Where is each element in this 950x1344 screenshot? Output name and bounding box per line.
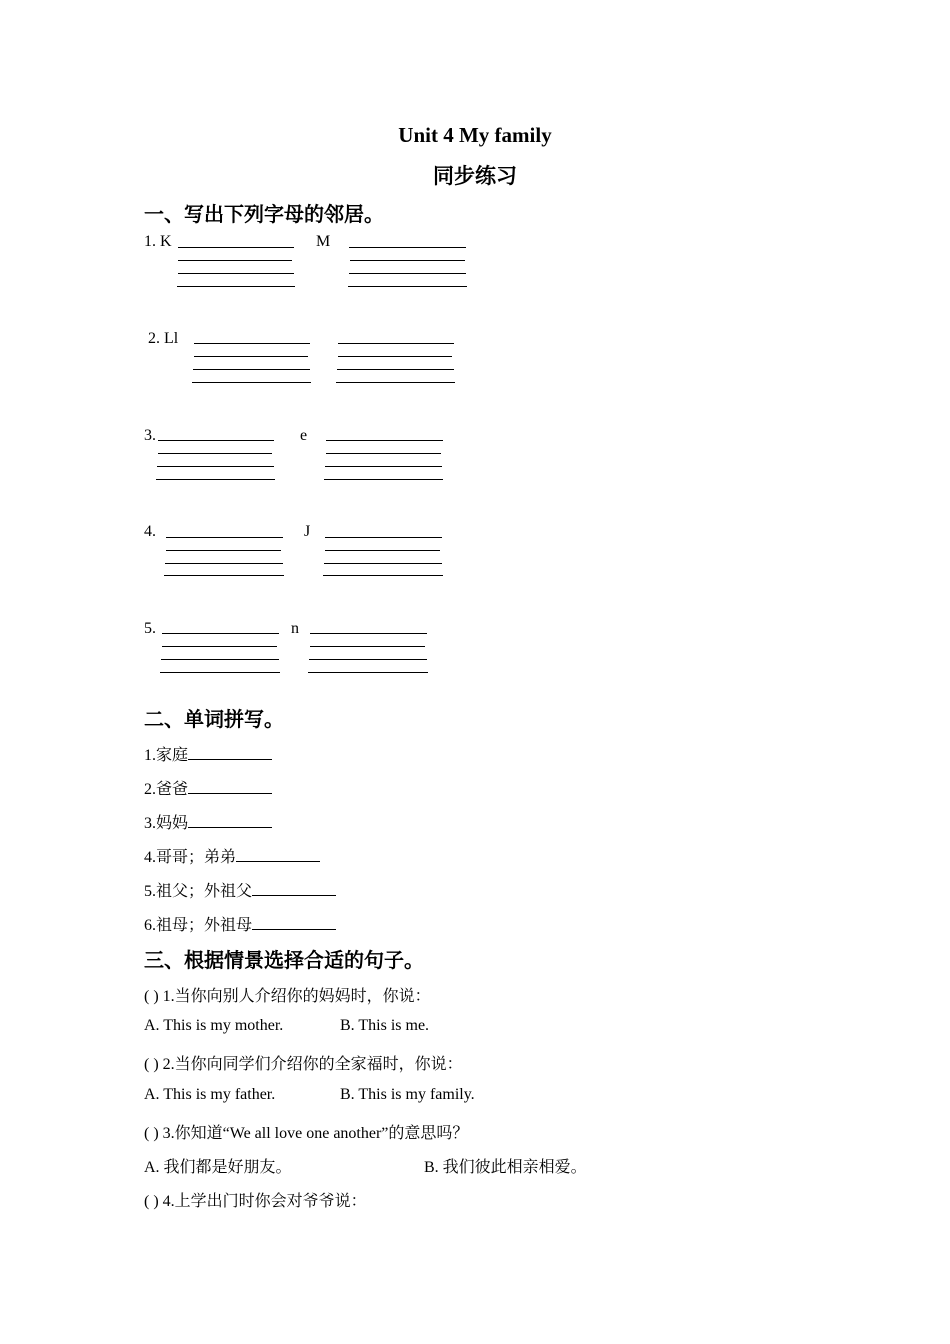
blank-line[interactable] bbox=[337, 369, 454, 370]
question-1: ( ) 1.当你向别人介绍你的妈妈时，你说： bbox=[144, 988, 431, 1005]
letter-item-1-mid: M bbox=[316, 233, 331, 250]
spelling-item-5: 5.祖父；外祖父 bbox=[144, 878, 336, 901]
blank-line[interactable] bbox=[188, 779, 272, 794]
blank-line[interactable] bbox=[158, 440, 274, 441]
blank-line[interactable] bbox=[178, 260, 292, 261]
blank-line[interactable] bbox=[338, 356, 452, 357]
blank-line[interactable] bbox=[325, 466, 442, 467]
blank-line[interactable] bbox=[166, 537, 283, 538]
option-1a[interactable]: A. This is my mother. bbox=[144, 1017, 284, 1034]
blank-line[interactable] bbox=[165, 563, 283, 564]
option-2b[interactable]: B. This is my family. bbox=[340, 1086, 475, 1103]
blank-line[interactable] bbox=[349, 247, 466, 248]
blank-line[interactable] bbox=[338, 343, 454, 344]
blank-line[interactable] bbox=[158, 453, 272, 454]
blank-line[interactable] bbox=[310, 633, 427, 634]
blank-line[interactable] bbox=[309, 659, 427, 660]
option-3a[interactable]: A. 我们都是好朋友。 bbox=[144, 1159, 292, 1176]
blank-line[interactable] bbox=[349, 273, 466, 274]
blank-line[interactable] bbox=[252, 915, 336, 930]
blank-line[interactable] bbox=[326, 453, 441, 454]
blank-line[interactable] bbox=[188, 813, 272, 828]
blank-line[interactable] bbox=[350, 260, 465, 261]
blank-line[interactable] bbox=[324, 479, 443, 480]
blank-line[interactable] bbox=[166, 550, 281, 551]
blank-line[interactable] bbox=[326, 440, 443, 441]
section2-heading: 二、单词拼写。 bbox=[144, 707, 284, 731]
blank-line[interactable] bbox=[308, 672, 428, 673]
blank-line[interactable] bbox=[188, 745, 272, 760]
blank-line[interactable] bbox=[164, 575, 284, 576]
blank-line[interactable] bbox=[325, 537, 442, 538]
blank-line[interactable] bbox=[177, 286, 295, 287]
blank-line[interactable] bbox=[194, 356, 308, 357]
blank-line[interactable] bbox=[193, 369, 310, 370]
section1-heading: 一、写出下列字母的邻居。 bbox=[144, 202, 384, 226]
blank-line[interactable] bbox=[310, 646, 425, 647]
letter-item-2-label: 2. Ll bbox=[148, 330, 179, 347]
letter-item-1-label: 1. K bbox=[144, 233, 172, 250]
section3-heading: 三、根据情景选择合适的句子。 bbox=[144, 948, 424, 972]
question-4: ( ) 4.上学出门时你会对爷爷说： bbox=[144, 1193, 367, 1210]
blank-line[interactable] bbox=[336, 382, 455, 383]
blank-line[interactable] bbox=[323, 575, 443, 576]
spelling-item-1: 1.家庭 bbox=[144, 742, 272, 765]
blank-line[interactable] bbox=[236, 847, 320, 862]
blank-line[interactable] bbox=[161, 659, 279, 660]
blank-line[interactable] bbox=[178, 273, 294, 274]
page-subtitle: 同步练习 bbox=[433, 164, 517, 188]
option-1b[interactable]: B. This is me. bbox=[340, 1017, 430, 1034]
letter-item-3-label: 3. bbox=[144, 427, 156, 444]
question-2: ( ) 2.当你向同学们介绍你的全家福时，你说： bbox=[144, 1056, 463, 1073]
letter-item-5-label: 5. bbox=[144, 620, 156, 637]
blank-line[interactable] bbox=[324, 563, 442, 564]
option-3b[interactable]: B. 我们彼此相亲相爱。 bbox=[424, 1159, 587, 1176]
blank-line[interactable] bbox=[160, 672, 280, 673]
blank-line[interactable] bbox=[194, 343, 310, 344]
spelling-item-3: 3.妈妈 bbox=[144, 810, 272, 833]
spelling-item-2: 2.爸爸 bbox=[144, 776, 272, 799]
question-3: ( ) 3.你知道“We all love one another”的意思吗？ bbox=[144, 1125, 469, 1142]
blank-line[interactable] bbox=[162, 633, 279, 634]
letter-item-4-label: 4. bbox=[144, 523, 156, 540]
spelling-item-4: 4.哥哥；弟弟 bbox=[144, 844, 320, 867]
page-title: Unit 4 My family bbox=[398, 123, 552, 147]
letter-item-4-mid: J bbox=[304, 523, 311, 540]
blank-line[interactable] bbox=[162, 646, 277, 647]
blank-line[interactable] bbox=[157, 466, 274, 467]
blank-line[interactable] bbox=[325, 550, 440, 551]
option-2a[interactable]: A. This is my father. bbox=[144, 1086, 276, 1103]
letter-item-3-mid: e bbox=[300, 427, 308, 444]
blank-line[interactable] bbox=[252, 881, 336, 896]
blank-line[interactable] bbox=[348, 286, 467, 287]
letter-item-5-mid: n bbox=[291, 620, 299, 637]
spelling-item-6: 6.祖母；外祖母 bbox=[144, 912, 336, 935]
blank-line[interactable] bbox=[156, 479, 275, 480]
blank-line[interactable] bbox=[192, 382, 311, 383]
blank-line[interactable] bbox=[178, 247, 294, 248]
